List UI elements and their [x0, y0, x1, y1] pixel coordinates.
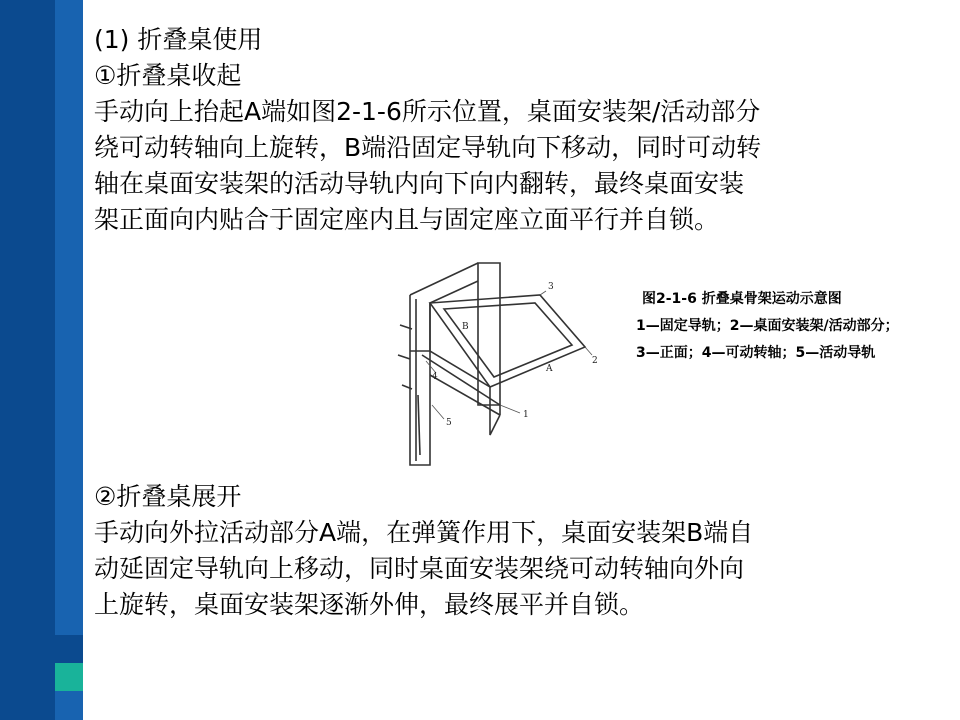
- folding-table-frame-diagram: [360, 255, 610, 473]
- section-unfold: [94, 479, 949, 623]
- left-band-dark: [0, 0, 55, 720]
- label-b: B: [462, 322, 469, 332]
- label-4: 4: [432, 372, 438, 382]
- section-heading: (1) 折叠桌使用: [94, 25, 263, 54]
- label-a: A: [546, 364, 553, 374]
- paragraph-line: 架正面向内贴合于固定座内且与固定座立面平行并自锁。: [94, 205, 720, 234]
- caption-title: 图2-1-6 折叠桌骨架运动示意图: [642, 291, 842, 307]
- decor-square-dark: [55, 635, 83, 663]
- figure-caption: [636, 286, 899, 367]
- paragraph-line: 动延固定导轨向上移动，同时桌面安装架绕可动转轴向外向: [94, 554, 745, 583]
- caption-line: 3—正面；4—可动转轴；5—活动导轨: [636, 345, 876, 361]
- caption-line: 1—固定导轨；2—桌面安装架/活动部分；: [636, 318, 899, 334]
- paragraph-line: 手动向外拉活动部分A端，在弹簧作用下，桌面安装架B端自: [94, 518, 754, 547]
- paragraph-line: 轴在桌面安装架的活动导轨内向下向内翻转，最终桌面安装: [94, 169, 745, 198]
- left-band-light: [55, 0, 83, 720]
- label-3: 3: [548, 282, 554, 292]
- section-fold-up: [94, 22, 949, 238]
- subheading-fold-up: ①折叠桌收起: [94, 61, 242, 90]
- paragraph-line: 手动向上抬起A端如图2-1-6所示位置，桌面安装架/活动部分: [94, 97, 761, 126]
- label-1: 1: [523, 410, 529, 420]
- label-2: 2: [592, 356, 598, 366]
- paragraph-line: 绕可动转轴向上旋转，B端沿固定导轨向下移动，同时可动转: [94, 133, 762, 162]
- decor-square-green: [55, 663, 83, 691]
- label-5: 5: [446, 418, 452, 428]
- paragraph-line: 上旋转，桌面安装架逐渐外伸，最终展平并自锁。: [94, 590, 645, 619]
- subheading-unfold: ②折叠桌展开: [94, 482, 242, 511]
